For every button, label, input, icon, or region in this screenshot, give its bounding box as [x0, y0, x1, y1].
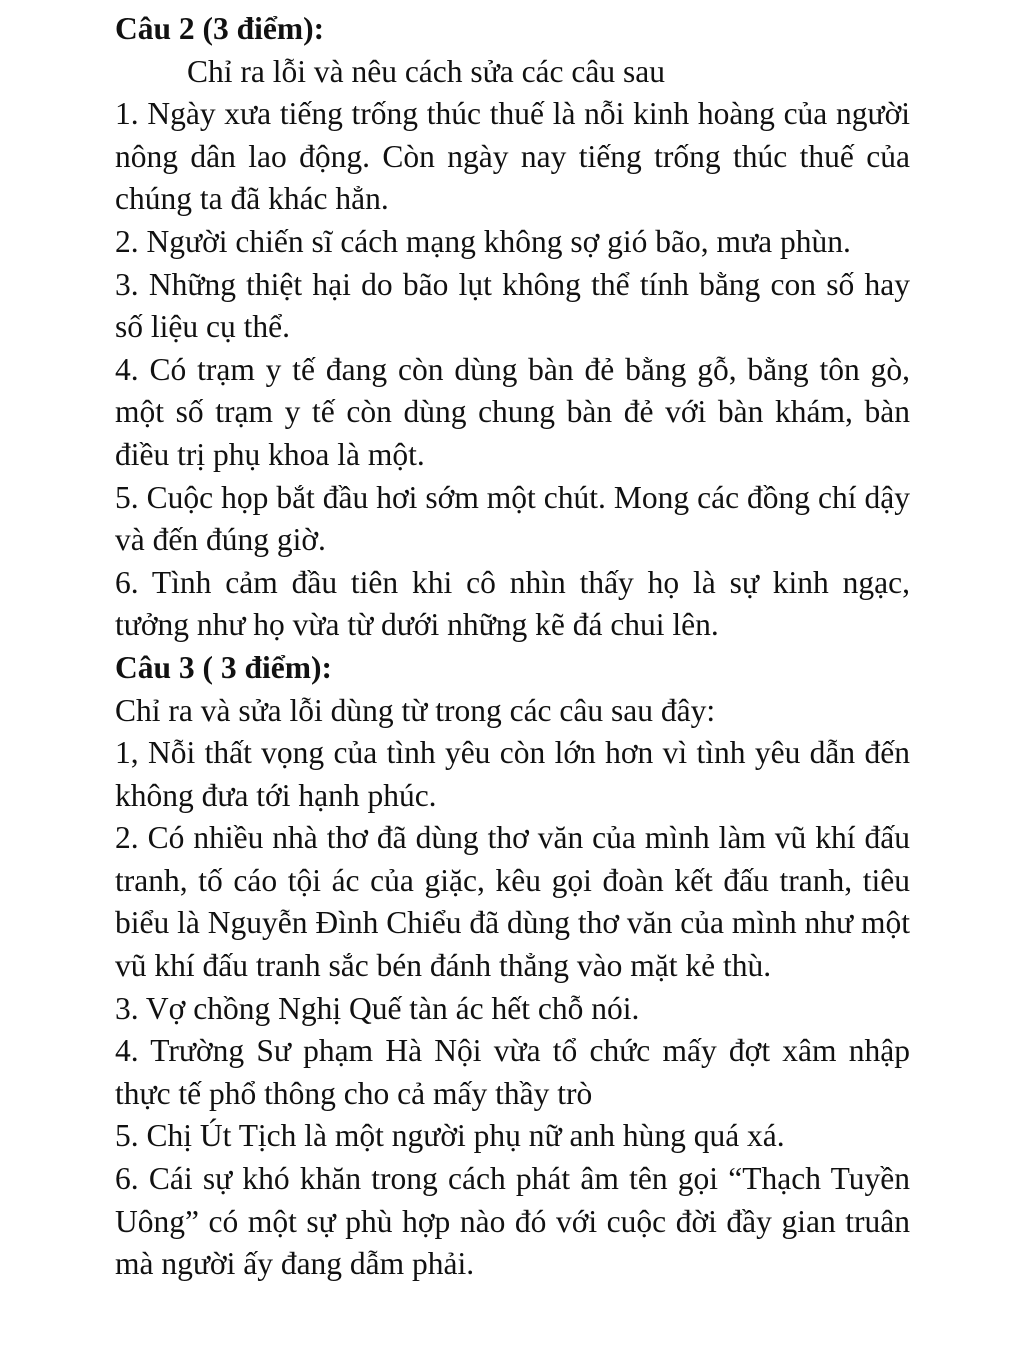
question-2-item-3: 3. Những thiệt hại do bão lụt không thể tính bằng con số hay số liệu cụ thể.	[115, 266, 910, 345]
question-3-heading: Câu 3 ( 3 điểm):	[115, 649, 332, 685]
question-2-section	[115, 8, 910, 647]
question-2-item-2: 2. Người chiến sĩ cách mạng không sợ gió bão, mưa phùn.	[115, 223, 851, 259]
question-2-item-6: 6. Tình cảm đầu tiên khi cô nhìn thấy họ là sự kinh ngạc, tưởng như họ vừa từ dưới những kẽ đá chui lên.	[115, 564, 910, 643]
question-3-item-3: 3. Vợ chồng Nghị Quế tàn ác hết chỗ nói.	[115, 990, 640, 1026]
question-3-item-1: 1, Nỗi thất vọng của tình yêu còn lớn hơn vì tình yêu dẫn đến không đưa tới hạnh phúc.	[115, 735, 910, 813]
question-2-heading: Câu 2 (3 điểm):	[115, 11, 325, 46]
question-3-item-4: 4. Trường Sư phạm Hà Nội vừa tổ chức mấy đợt xâm nhập thực tế phổ thông cho cả mấy thầy trò	[115, 1033, 910, 1111]
question-3-instruction: Chỉ ra và sửa lỗi dùng từ trong các câu sau đây:	[115, 692, 716, 728]
question-2-item-1: 1. Ngày xưa tiếng trống thúc thuế là nỗi kinh hoàng của người nông dân lao động. Còn ngày nay tiếng trống thúc thuế của chúng ta đã khác hẳn.	[115, 96, 910, 217]
question-3-item-5: 5. Chị Út Tịch là một người phụ nữ anh hùng quá xá.	[115, 1118, 785, 1154]
question-2-item-5: 5. Cuộc họp bắt đầu hơi sớm một chút. Mong các đồng chí dậy và đến đúng giờ.	[115, 479, 910, 558]
question-2-item-4: 4. Có trạm y tế đang còn dùng bàn đẻ bằng gỗ, bằng tôn gò, một số trạm y tế còn dùng chung bàn đẻ với bàn khám, bàn điều trị phụ khoa là một.	[115, 351, 910, 472]
question-3-item-6: 6. Cái sự khó khăn trong cách phát âm tên gọi “Thạch Tuyền Uông” có một sự phù hợp nào đó với cuộc đời đầy gian truân mà người ấy đang dẫm phải.	[115, 1161, 910, 1282]
question-3-item-2: 2. Có nhiều nhà thơ đã dùng thơ văn của mình làm vũ khí đấu tranh, tố cáo tội ác của giặc, kêu gọi đoàn kết đấu tranh, tiêu biểu là Nguyễn Đình Chiểu đã dùng thơ văn của mình như một vũ khí đấu tranh sắc bén đánh thẳng vào mặt kẻ thù.	[115, 820, 910, 984]
question-2-instruction: Chỉ ra lỗi và nêu cách sửa các câu sau	[187, 53, 665, 89]
document-page	[115, 8, 910, 1286]
question-3-section	[115, 647, 910, 1286]
